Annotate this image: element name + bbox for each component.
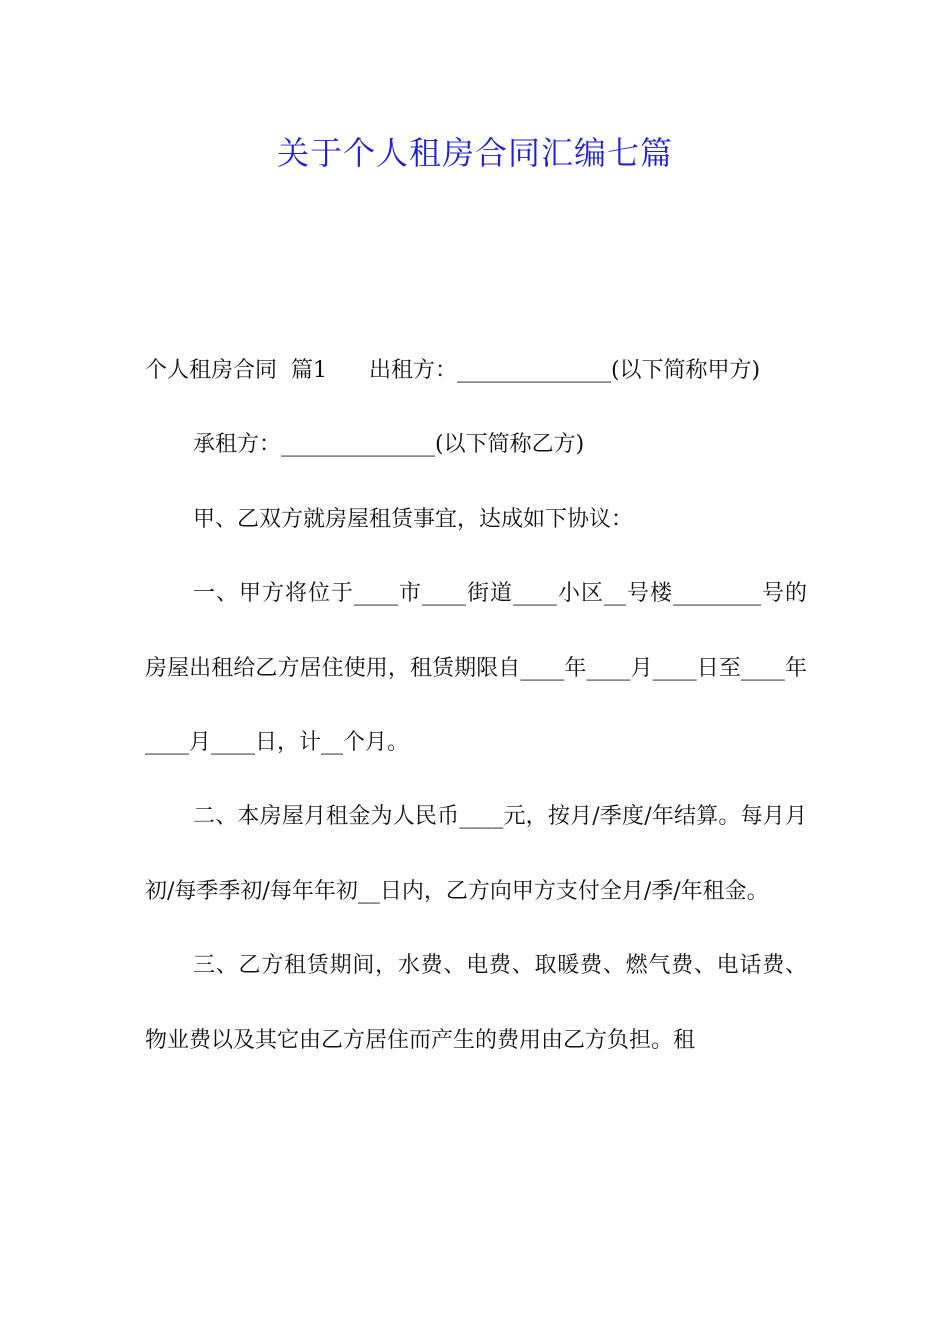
document-title: 关于个人租房合同汇编七篇 [276,134,673,172]
paragraph-clause-3: 三、乙方租赁期间，水费、电费、取暖费、燃气费、电话费、物业费以及其它由乙方居住而产生的费用由乙方负担。租 [145,953,807,1053]
paragraph-clause-2: 二、本房屋月租金为人民币____元，按月/季度/年结算。每月月初/每季季初/每年年初__日内，乙方向甲方支付全月/季/年租金。 [145,804,807,904]
document-body [145,334,807,1078]
paragraph-lessee: 承租方：______________(以下简称乙方) [193,432,585,458]
paragraph-contract-heading: 个人租房合同 篇1 出租方：______________(以下简称甲方) [145,358,761,383]
paragraph-agreement-intro: 甲、乙双方就房屋租赁事宜，达成如下协议： [193,506,634,532]
paragraph-clause-1: 一、甲方将位于____市____街道____小区__号楼________号的房屋出租给乙方居住使用，租赁期限自____年____月____日至____年____月____日，计__个月。 [145,581,807,756]
